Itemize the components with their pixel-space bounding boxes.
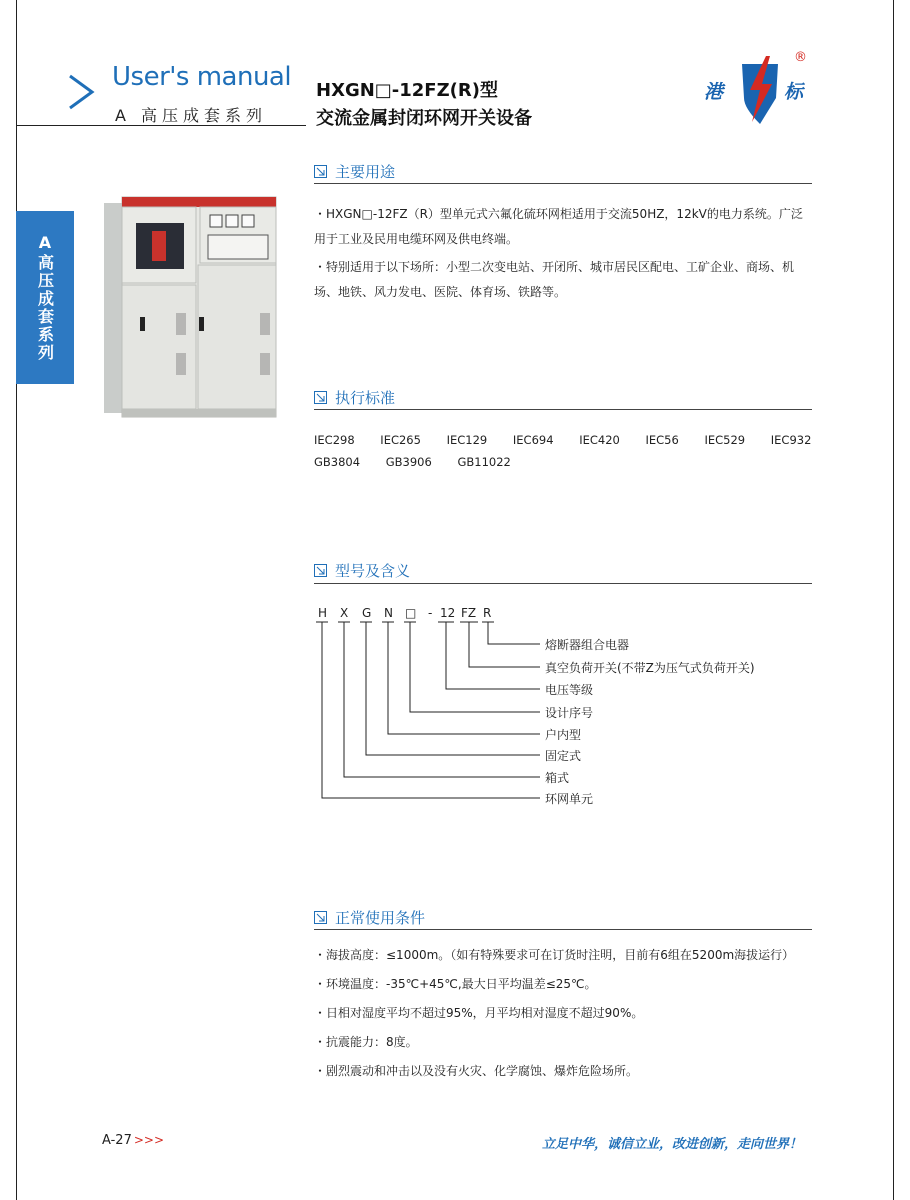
doc-subtitle: 交流金属封闭环网开关设备 xyxy=(316,108,532,129)
model-label: 户内型 xyxy=(545,728,582,742)
standard-code: IEC932 xyxy=(770,433,812,447)
model-letter: G xyxy=(362,606,372,620)
standard-code: GB3906 xyxy=(385,455,432,469)
model-letter: N xyxy=(384,606,393,620)
condition-item: ・抗震能力：8度。 xyxy=(314,1035,418,1049)
model-letter: - xyxy=(428,606,433,620)
footer-slogan: 立足中华，诚信立业，改进创新，走向世界！ xyxy=(542,1137,803,1152)
brand-title: User's manual xyxy=(112,62,292,92)
section-conditions-rule xyxy=(314,929,812,930)
model-label: 环网单元 xyxy=(545,792,594,806)
model-letter: R xyxy=(483,606,492,620)
model-label: 熔断器组合电器 xyxy=(545,638,630,652)
section-usage-title: 主要用途 xyxy=(335,163,396,181)
arrow-box-icon xyxy=(314,911,327,924)
condition-item: ・日相对湿度平均不超过95%，月平均相对湿度不超过90%。 xyxy=(314,1006,644,1020)
standard-code: GB3804 xyxy=(314,455,361,469)
model-letter: X xyxy=(340,606,349,620)
standard-code: IEC298 xyxy=(314,433,355,447)
standard-code: IEC56 xyxy=(645,433,679,447)
standard-code: IEC694 xyxy=(512,433,554,447)
standard-code: IEC265 xyxy=(380,433,421,447)
brand-subtitle: A 高压成套系列 xyxy=(115,106,268,125)
logo-left-char: 港 xyxy=(704,81,724,103)
model-letter: H xyxy=(318,606,328,620)
standard-code: IEC129 xyxy=(446,433,488,447)
model-letter: FZ xyxy=(461,606,477,620)
usage-paragraph: ・HXGN□-12FZ（R）型单元式六氟化硫环网柜适用于交流50HZ，12kV的电力系统。广泛用于工业及民用电缆环网及供电终端。 xyxy=(314,207,803,246)
model-letter: 12 xyxy=(440,606,456,620)
section-conditions-title: 正常使用条件 xyxy=(335,909,426,927)
model-label: 设计序号 xyxy=(545,706,594,720)
model-label: 箱式 xyxy=(545,771,570,785)
page-number-text: A-27 xyxy=(102,1133,132,1148)
section-model-title: 型号及含义 xyxy=(335,562,411,580)
usage-paragraph: ・特别适用于以下场所：小型二次变电站、开闭所、城市居民区配电、工矿企业、商场、机场、地铁、风力发电、医院、体育场、铁路等。 xyxy=(314,260,795,299)
standard-code: GB11022 xyxy=(457,455,511,469)
condition-item: ・环境温度：-35℃+45℃,最大日平均温差≤25℃。 xyxy=(314,977,597,991)
model-letter: □ xyxy=(405,606,417,620)
model-label: 固定式 xyxy=(545,749,582,763)
standard-code: IEC529 xyxy=(704,433,746,447)
side-tab-label: A高压成套系列 xyxy=(35,233,55,362)
section-conditions-header xyxy=(314,907,812,928)
doc-title: HXGN□-12FZ(R)型 xyxy=(316,80,498,101)
condition-item: ・剧烈震动和冲击以及没有火灾、化学腐蚀、爆炸危险场所。 xyxy=(314,1064,639,1078)
condition-item: ・海拔高度：≤1000m。（如有特殊要求可在订货时注明，目前有6组在5200m海拔运行） xyxy=(314,948,795,962)
conditions-list xyxy=(314,942,812,1087)
page-number xyxy=(102,1133,164,1148)
section-standards-title: 执行标准 xyxy=(335,389,396,407)
standard-code: IEC420 xyxy=(579,433,620,447)
registered-mark: ® xyxy=(794,50,807,65)
model-label: 电压等级 xyxy=(545,683,594,697)
model-label: 真空负荷开关(不带Z为压气式负荷开关) xyxy=(545,661,755,675)
page-arrows: >>> xyxy=(133,1133,165,1147)
logo-right-char: 标 xyxy=(784,81,804,103)
